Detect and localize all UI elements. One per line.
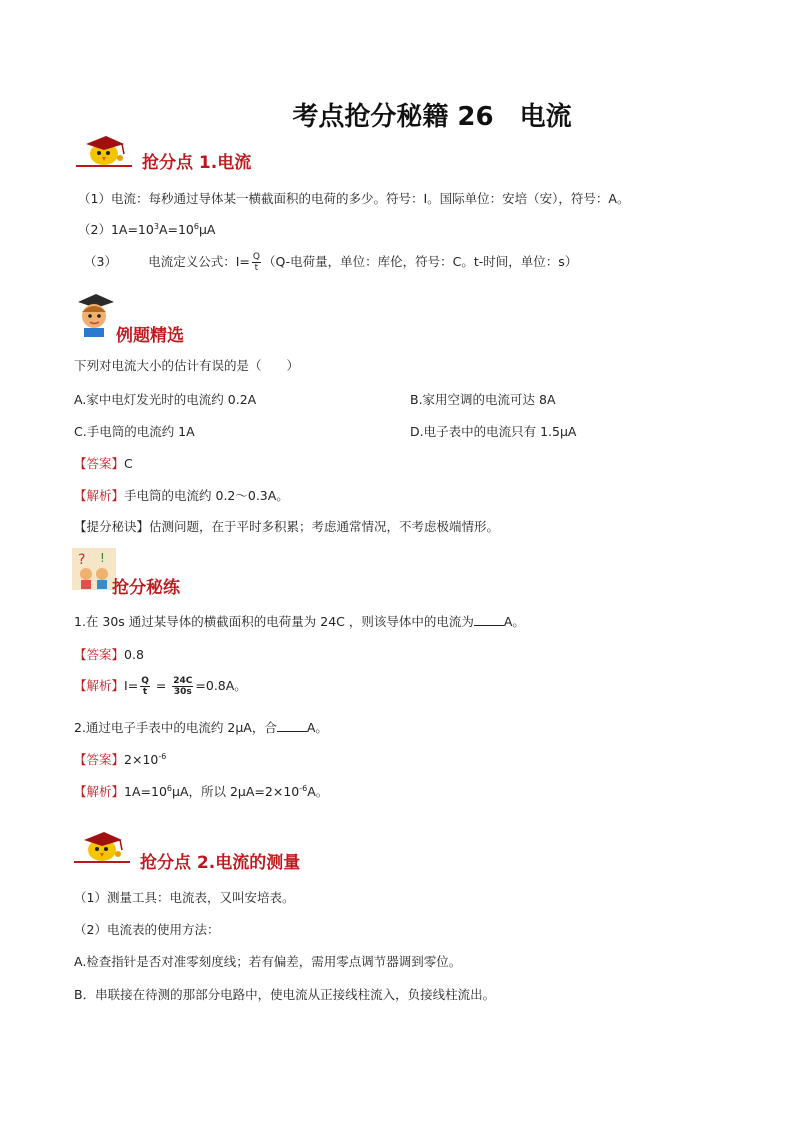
- fraction: $\frac{Q}{t}$: [252, 252, 260, 273]
- option-b: B.家用空调的电流可达 8A: [410, 392, 556, 407]
- student-boy-icon: [72, 290, 116, 338]
- page-title: 考点抢分秘籍 26 电流: [292, 102, 572, 132]
- tip-line: 【提分秘诀】估测问题，在于平时多积累；考虑通常情况，不考虑极端情形。: [74, 519, 500, 534]
- svg-text:?: ?: [78, 552, 86, 568]
- answer-blank: [277, 720, 307, 732]
- practice-question-1: 1.在 30s 通过某导体的横截面积的电荷量为 24C ，则该导体中的电流为 A。: [74, 614, 525, 629]
- answer-line: 【答案】$2\times 10^{-6}$: [74, 751, 167, 767]
- fraction: $\frac{24C}{30s}$: [173, 676, 193, 697]
- analysis-line: 【解析】$1A=10^6\mu A$，所以 $2\mu A=2\times 10^{-6}A$。: [74, 783, 329, 799]
- text-line: $(2)1A=10^3A=10^6\mu A$: [78, 221, 216, 237]
- text-line: A.检查指针是否对准零刻度线；若有偏差，需用零点调节器调到零位。: [74, 954, 462, 969]
- option-d: D.电子表中的电流只有 1.5μA: [410, 424, 577, 439]
- option-a: A.家中电灯发光时的电流约 0.2A: [74, 392, 257, 407]
- section-heading: 抢分点 2.电流的测量: [140, 853, 301, 873]
- analysis-line: 【解析】手电筒的电流约 0.2～0.3A。: [74, 488, 289, 503]
- practice-question-2: 2.通过电子手表中的电流约 2μA，合 A。: [74, 720, 328, 735]
- text-line: B．串联接在待测的那部分电路中，使电流从正接线柱流入，负接线柱流出。: [74, 987, 496, 1002]
- formula-line: （3） 电流定义公式：I= $\frac{Q}{t}$ （Q-电荷量，单位：库伦，符号：C。t-时间，单位：s）: [84, 252, 578, 273]
- text-line: （2）电流表的使用方法：: [74, 922, 220, 937]
- answer-line: 【答案】C: [74, 456, 133, 471]
- section-heading: 抢分秘练: [112, 578, 180, 598]
- graduation-chick-icon: [74, 132, 134, 170]
- answer-line: 【答案】0.8: [74, 647, 144, 662]
- answer-blank: [474, 614, 504, 626]
- text-line: （1）测量工具：电流表，又叫安培表。: [74, 890, 295, 905]
- option-c: C.手电筒的电流约 1A: [74, 424, 195, 439]
- fraction: $\frac{Q}{t}$: [141, 676, 149, 697]
- section-heading: 例题精选: [116, 326, 184, 346]
- text-line: （1）电流：每秒通过导体某一横截面积的电荷的多少。符号：I。国际单位：安培（安），符号：A。: [78, 191, 630, 206]
- svg-text:!: !: [100, 551, 105, 565]
- question-kids-icon: [72, 548, 116, 590]
- section-heading: 抢分点 1.电流: [142, 153, 252, 173]
- analysis-line: 【解析】I= $\frac{Q}{t}$ = $\frac{24C}{30s}$ =0.8A。: [74, 676, 247, 697]
- question-text: 下列对电流大小的估计有误的是（ ）: [74, 358, 300, 373]
- graduation-chick-icon: [72, 828, 132, 866]
